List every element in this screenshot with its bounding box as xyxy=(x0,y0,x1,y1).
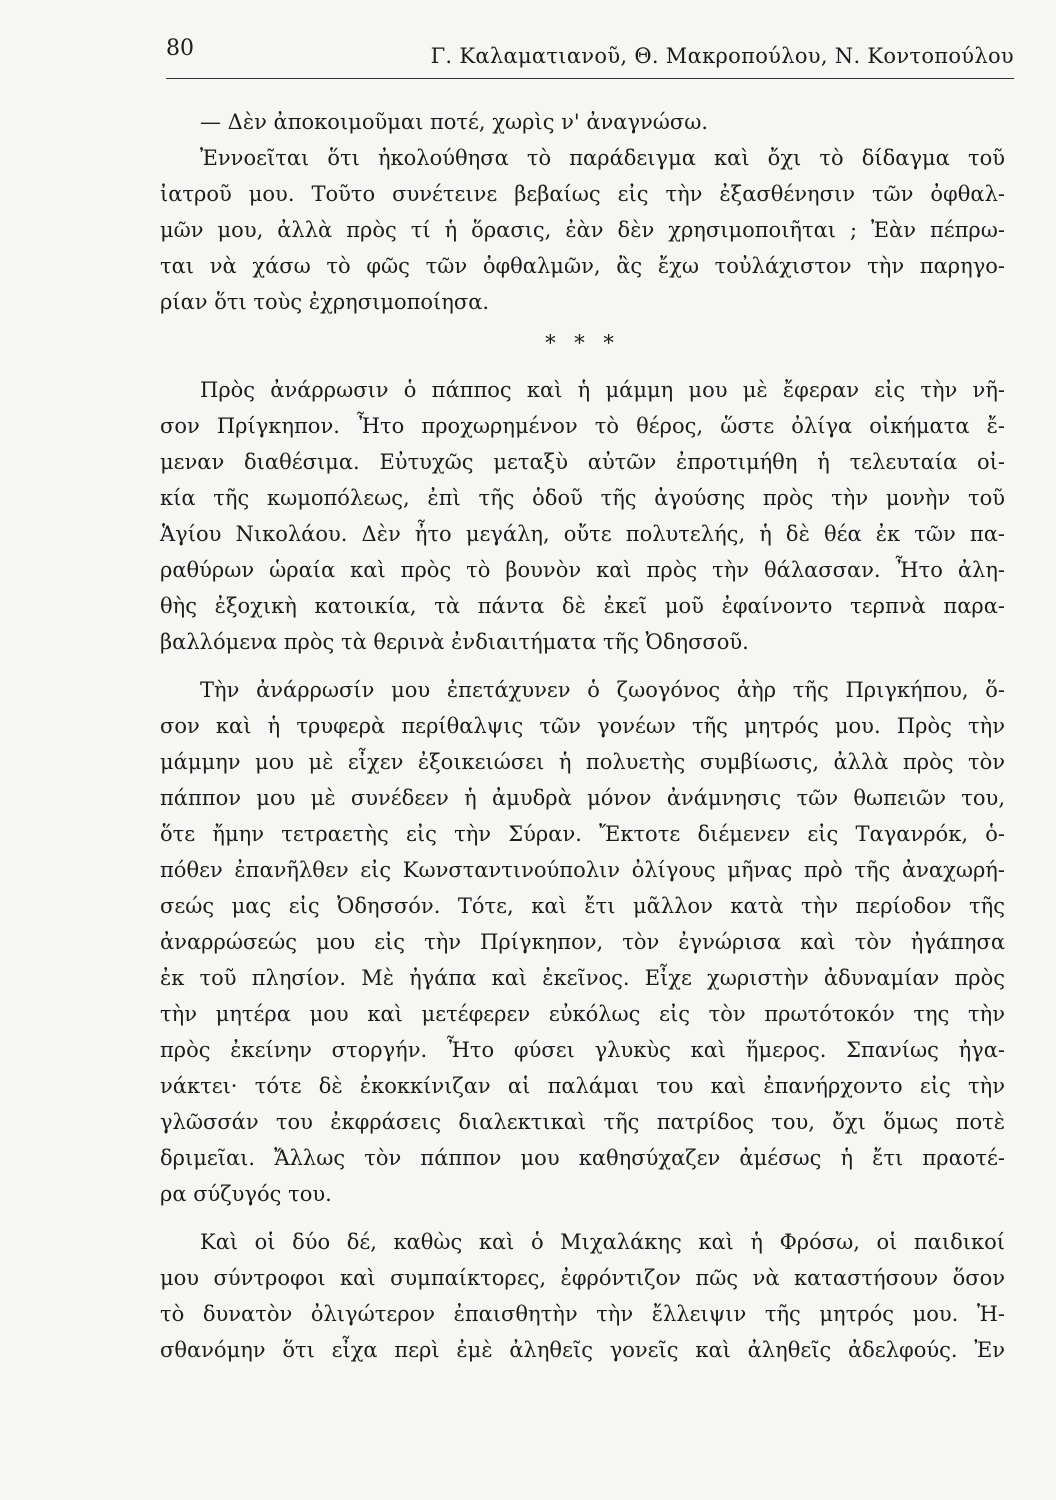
text-line: ρίαν ὅτι τοὺς ἐχρησιμοποίησα. xyxy=(160,290,490,314)
section-separator: * * * xyxy=(545,331,620,355)
text-line: Τὴν ἀνάρρωσίν μου ἐπετάχυνεν ὁ ζωογόνος ἀὴρ τῆς Πριγκήπου, ὅ- xyxy=(200,678,1005,702)
text-line: σεώς μας εἰς Ὀδησσόν. Τότε, καὶ ἔτι μᾶλλον κατὰ τὴν περίοδον τῆς xyxy=(160,894,1005,918)
text-line: δριμεῖαι. Ἄλλως τὸν πάππον μου καθησύχαζεν ἀμέσως ἡ ἔτι πραοτέ- xyxy=(160,1146,1005,1170)
text-line: θὴς ἐξοχικὴ κατοικία, τὰ πάντα δὲ ἐκεῖ μοῦ ἐφαίνοντο τερπνὰ παρα- xyxy=(160,594,1005,618)
text-line: βαλλόμενα πρὸς τὰ θερινὰ ἐνδιαιτήματα τῆς Ὀδησσοῦ. xyxy=(160,630,749,654)
paragraph-1 xyxy=(160,104,1005,140)
text-line: Καὶ οἱ δύο δέ, καθὼς καὶ ὁ Μιχαλάκης καὶ ἡ Φρόσω, οἱ παιδικοί xyxy=(200,1230,1005,1254)
text-line: πόθεν ἐπανῆλθεν εἰς Κωνσταντινούπολιν ὀλίγους μῆνας πρὸ τῆς ἀναχωρή- xyxy=(160,858,1005,882)
text-line: νάκτει· τότε δὲ ἐκοκκίνιζαν αἱ παλάμαι του καὶ ἐπανήρχοντο εἰς τὴν xyxy=(160,1074,1005,1098)
header-authors: Γ. Καλαματιανοῦ, Θ. Μακροπούλου, Ν. Κοντοπούλου xyxy=(430,44,1014,68)
text-line: τὴν μητέρα μου καὶ μετέφερεν εὐκόλως εἰς τὸν πρωτότοκόν της τὴν xyxy=(160,1002,1005,1026)
paragraph-5 xyxy=(160,1224,1005,1368)
text-line: Πρὸς ἀνάρρωσιν ὁ πάππος καὶ ἡ μάμμη μου μὲ ἔφεραν εἰς τὴν νῆ- xyxy=(200,378,1005,402)
text-line: μάμμην μου μὲ εἶχεν ἐξοικειώσει ἡ πολυετὴς συμβίωσις, ἀλλὰ πρὸς τὸν xyxy=(160,750,1005,774)
text-line: ται νὰ χάσω τὸ φῶς τῶν ὀφθαλμῶν, ἂς ἔχω τοὐλάχιστον τὴν παρηγο- xyxy=(160,254,1005,278)
text-line: πάππον μου μὲ συνέδεεν ἡ ἀμυδρὰ μόνον ἀνάμνησις τῶν θωπειῶν του, xyxy=(160,786,1005,810)
text-line: σον Πρίγκηπον. Ἦτο προχωρημένον τὸ θέρος, ὥστε ὀλίγα οἰκήματα ἔ- xyxy=(160,414,1005,438)
page-number: 80 xyxy=(166,36,194,61)
text-line: ρα σύζυγός του. xyxy=(160,1182,332,1206)
text-line: σον καὶ ἡ τρυφερὰ περίθαλψις τῶν γονέων τῆς μητρός μου. Πρὸς τὴν xyxy=(160,714,1005,738)
text-line: ἐκ τοῦ πλησίον. Μὲ ἠγάπα καὶ ἐκεῖνος. Εἶχε χωριστὴν ἀδυναμίαν πρὸς xyxy=(160,966,1005,990)
text-line: γλῶσσάν του ἐκφράσεις διαλεκτικαὶ τῆς πατρίδος του, ὄχι ὅμως ποτὲ xyxy=(160,1110,1005,1134)
text-line: πρὸς ἐκείνην στοργήν. Ἦτο φύσει γλυκὺς καὶ ἥμερος. Σπανίως ἠγα- xyxy=(160,1038,1005,1062)
paragraph-4 xyxy=(160,672,1005,1212)
running-head xyxy=(166,36,1014,72)
text-line: Ἐννοεῖται ὅτι ἠκολούθησα τὸ παράδειγμα καὶ ὄχι τὸ δίδαγμα τοῦ xyxy=(200,146,1005,170)
paragraph-2 xyxy=(160,140,1005,320)
text-line: ἰατροῦ μου. Τοῦτο συνέτεινε βεβαίως εἰς τὴν ἐξασθένησιν τῶν ὀφθαλ- xyxy=(160,182,1005,206)
text-line: ραθύρων ὡραία καὶ πρὸς τὸ βουνὸν καὶ πρὸς τὴν θάλασσαν. Ἦτο ἀλη- xyxy=(160,558,1005,582)
text-line: ἀναρρώσεώς μου εἰς τὴν Πρίγκηπον, τὸν ἐγνώρισα καὶ τὸν ἠγάπησα xyxy=(160,930,1005,954)
body-text xyxy=(160,104,1005,1368)
text-line: — Δὲν ἀποκοιμοῦμαι ποτέ, χωρὶς ν' ἀναγνώσω. xyxy=(200,110,709,134)
text-line: σθανόμην ὅτι εἶχα περὶ ἐμὲ ἀληθεῖς γονεῖς καὶ ἀληθεῖς ἀδελφούς. Ἐν xyxy=(160,1338,1005,1362)
text-line: ὅτε ἤμην τετραετὴς εἰς τὴν Σύραν. Ἔκτοτε διέμενεν εἰς Ταγανρόκ, ὁ- xyxy=(160,822,1005,846)
text-line: μου σύντροφοι καὶ συμπαίκτορες, ἐφρόντιζον πῶς νὰ καταστήσουν ὅσον xyxy=(160,1266,1005,1290)
text-line: μῶν μου, ἀλλὰ πρὸς τί ἡ ὅρασις, ἐὰν δὲν χρησιμοποιῆται ; Ἐὰν πέπρω- xyxy=(160,218,1005,242)
text-line: Ἁγίου Νικολάου. Δὲν ἦτο μεγάλη, οὔτε πολυτελής, ἡ δὲ θέα ἐκ τῶν πα- xyxy=(160,522,1005,546)
header-rule xyxy=(166,78,1014,79)
text-line: κία τῆς κωμοπόλεως, ἐπὶ τῆς ὁδοῦ τῆς ἀγούσης πρὸς τὴν μονὴν τοῦ xyxy=(160,486,1005,510)
text-line: τὸ δυνατὸν ὀλιγώτερον ἐπαισθητὴν τὴν ἔλλειψιν τῆς μητρός μου. Ἠ- xyxy=(160,1302,1005,1326)
paragraph-3 xyxy=(160,372,1005,660)
text-line: μεναν διαθέσιμα. Εὐτυχῶς μεταξὺ αὐτῶν ἐπροτιμήθη ἡ τελευταία οἰ- xyxy=(160,450,1005,474)
